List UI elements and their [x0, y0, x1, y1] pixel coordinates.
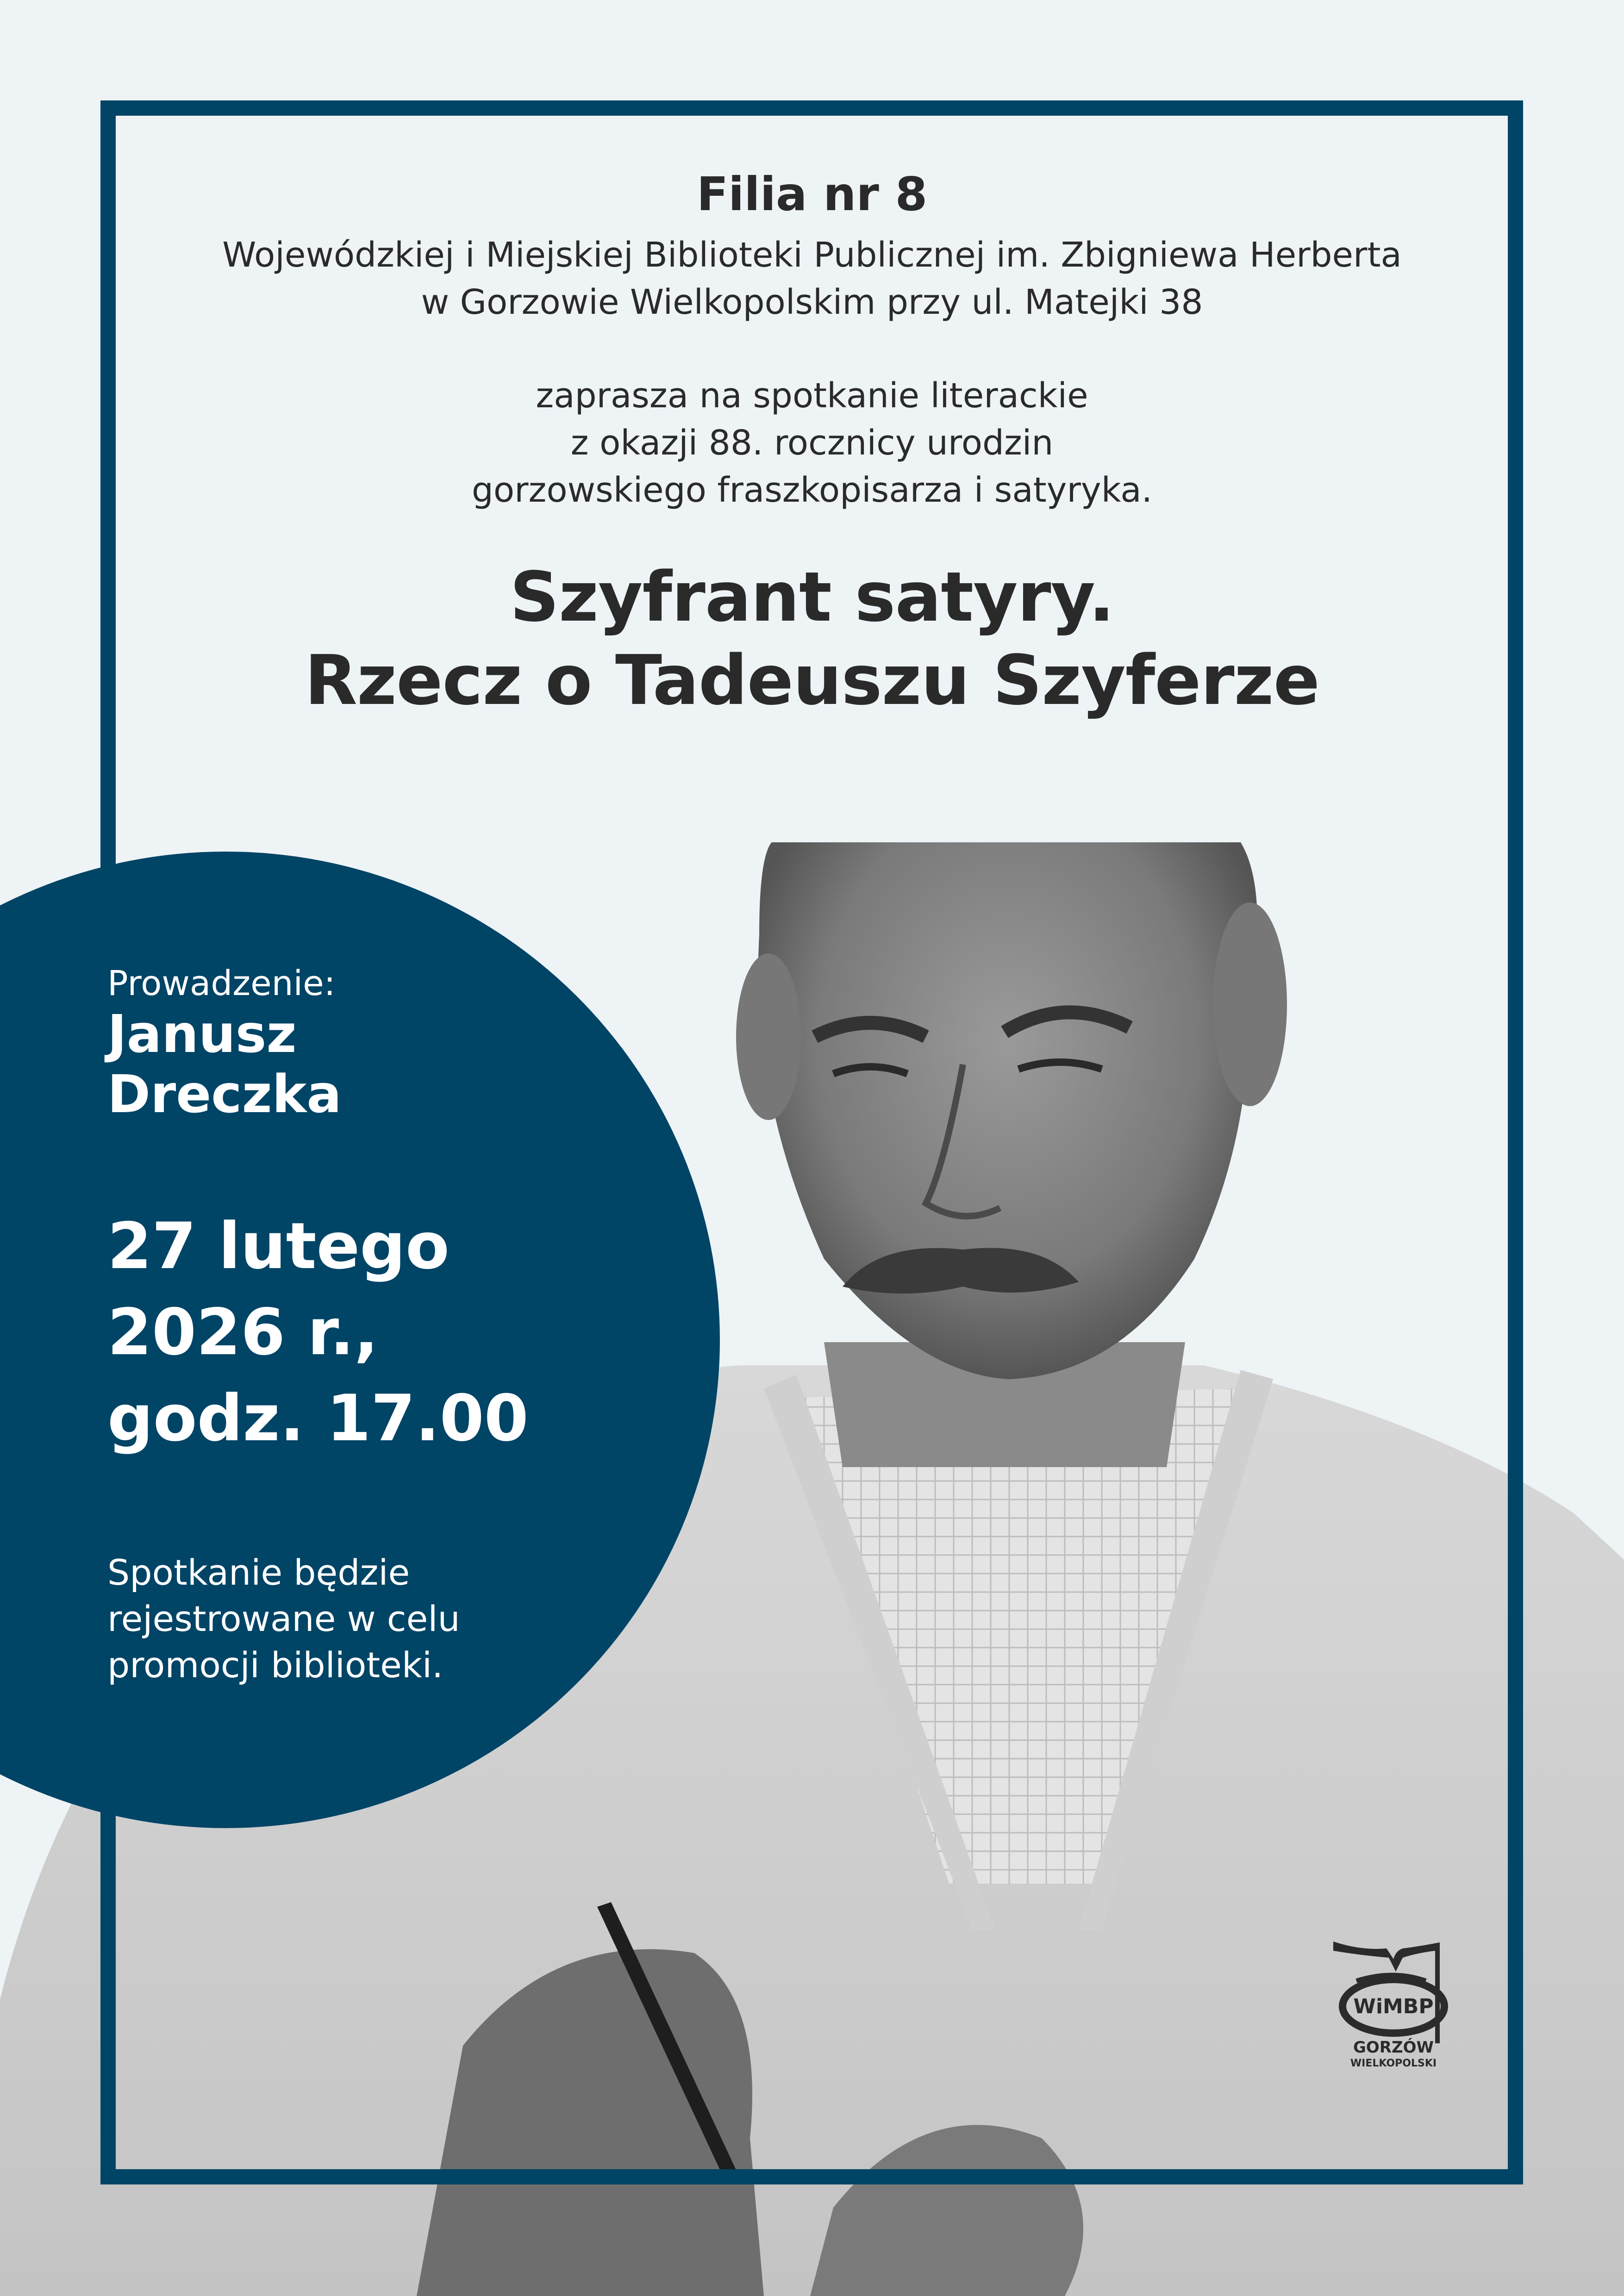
invitation-line1: zaprasza na spotkanie literackie — [536, 376, 1088, 416]
notice-line1: Spotkanie będzie — [107, 1552, 410, 1593]
event-date-line1: 27 lutego — [107, 1209, 450, 1283]
svg-text:WiMBP: WiMBP — [1353, 1995, 1434, 2018]
event-title-line2: Rzecz o Tadeuszu Szyferze — [304, 641, 1320, 720]
event-time: godz. 17.00 — [107, 1381, 529, 1456]
library-name-line2: w Gorzowie Wielkopolskim przy ul. Matejki 38 — [421, 282, 1203, 322]
event-title — [116, 555, 1508, 722]
invitation-text — [116, 372, 1508, 514]
invitation-line3: gorzowskiego fraszkopisarza i satyryka. — [471, 470, 1153, 510]
library-name-line1: Wojewódzkiej i Miejskiej Biblioteki Publicznej im. Zbigniewa Herberta — [222, 235, 1402, 275]
host-last-name: Dreczka — [107, 1064, 342, 1125]
recording-notice — [107, 1549, 663, 1688]
branch-title: Filia nr 8 — [696, 167, 928, 221]
event-datetime — [107, 1203, 663, 1462]
host-first-name: Janusz — [107, 1004, 297, 1064]
open-book-icon — [1329, 1937, 1463, 2071]
svg-text:GORZÓW: GORZÓW — [1353, 2038, 1434, 2057]
poster-header — [116, 167, 1508, 722]
host-label: Prowadzenie: — [107, 964, 336, 1003]
notice-line3: promocji biblioteki. — [107, 1644, 443, 1686]
event-title-line1: Szyfrant satyry. — [510, 557, 1114, 637]
svg-text:WIELKOPOLSKI: WIELKOPOLSKI — [1350, 2058, 1437, 2069]
notice-line2: rejestrowane w celu — [107, 1598, 460, 1639]
wimbp-logo — [1329, 1937, 1463, 2071]
event-details — [107, 963, 663, 1688]
invitation-line2: z okazji 88. rocznicy urodzin — [570, 423, 1054, 463]
event-date-line2: 2026 r., — [107, 1295, 379, 1369]
